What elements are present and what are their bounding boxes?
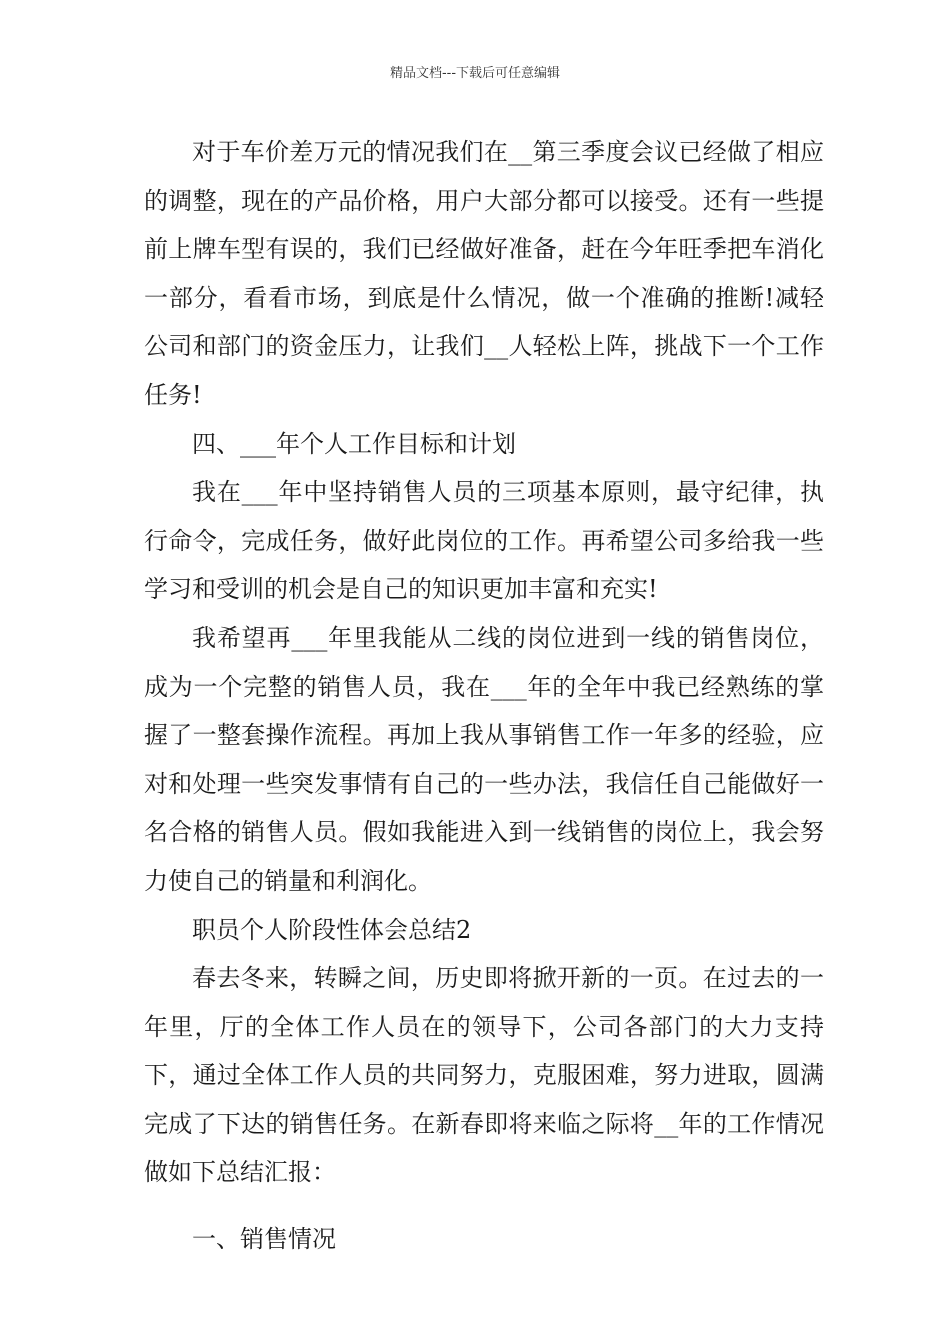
document-body — [144, 128, 824, 1264]
summary-title: 职员个人阶段性体会总结2 — [192, 915, 472, 944]
paragraph-sales-hope: 我希望再___年里我能从二线的岗位进到一线的销售岗位，成为一个完整的销售人员，我在___年的全年中我已经熟练的掌握了一整套操作流程。再加上我从事销售工作一年多的经验，应对和处理一些突发事情有自己的一些办法，我信任自己能做好一名合格的销售人员。假如我能进入到一线销售的岗位上，我会努力使自己的销量和利润化。 — [144, 623, 824, 895]
paragraph-price-adjustment: 对于车价差万元的情况我们在__第三季度会议已经做了相应的调整，现在的产品价格，用户大部分都可以接受。还有一些提前上牌车型有误的，我们已经做好准备，赶在今年旺季把车消化一部分，看看市场，到底是什么情况，做一个准确的推断!减轻公司和部门的资金压力，让我们__人轻松上阵，挑战下一个工作任务! — [144, 138, 824, 409]
page-header: 精品文档---下载后可任意编辑 — [389, 66, 561, 81]
spacer — [144, 1197, 824, 1215]
paragraph-principles: 我在___年中坚持销售人员的三项基本原则，最守纪律，执行命令，完成任务，做好此岗位的工作。再希望公司多给我一些学习和受训的机会是自己的知识更加丰富和充实! — [144, 478, 824, 604]
section-heading-sales: 一、销售情况 — [192, 1225, 336, 1254]
section-heading-goals: 四、___年个人工作目标和计划 — [192, 429, 516, 458]
paragraph-year-summary: 春去冬来，转瞬之间，历史即将掀开新的一页。在过去的一年里，厅的全体工作人员在的领导下，公司各部门的大力支持下，通过全体工作人员的共同努力，克服困难，努力进取，圆满完成了下达的销售任务。在新春即将来临之际将__年的工作情况做如下总结汇报： — [144, 964, 824, 1187]
